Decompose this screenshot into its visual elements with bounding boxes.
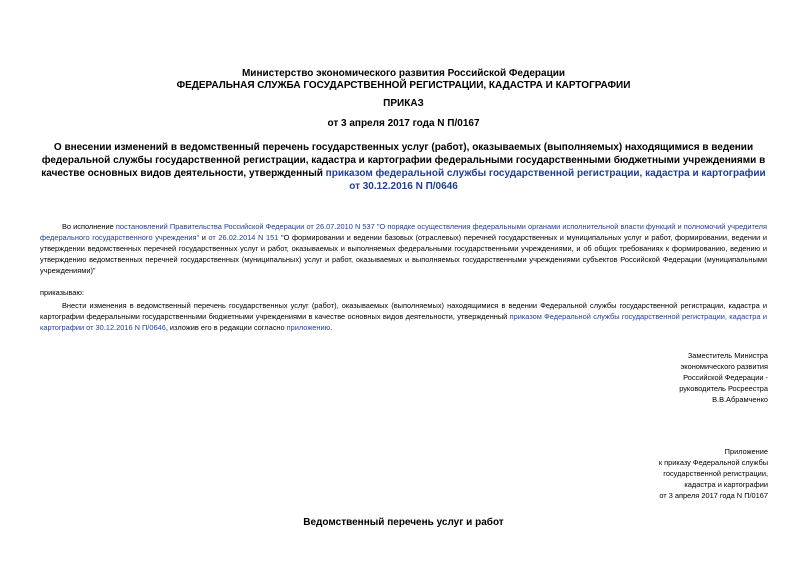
p1-link-1[interactable]: постановлений Правительства Российской Федерации от 26.07.2010 N 537 "О порядке осуществления федеральными органами исполнительной власти функций и полномочий учредителя федерального государственного учреждения" (40, 222, 767, 242)
signature-name: В.В.Абрамченко (712, 395, 768, 404)
paragraph-preamble (40, 221, 767, 276)
doc-title-text: О внесении изменений в ведомственный перечень государственных услуг (работ), оказываемых (выполняемых) находящимися в ведении федеральной службы государственной регистрации, кадастра и картографии федеральными государственными бюджетными учреждениями в качестве основных видов деятельности, утвержденный (41, 142, 766, 179)
doc-title-link[interactable]: приказом федеральной службы государственной регистрации, кадастра и картографии от 30.12.2016 N П/0646 (325, 168, 766, 192)
p1-text-1: Во исполнение (62, 222, 114, 231)
p1-link-2[interactable]: от 26.02.2014 N 151 (208, 233, 279, 242)
paragraph-order (40, 300, 767, 333)
signature-line: Российской Федерации - (683, 373, 768, 382)
doc-date-number: от 3 апреля 2017 года N П/0167 (327, 118, 480, 129)
signature-line: Заместитель Министра (687, 351, 768, 360)
p2-text-2: , изложив его в редакции согласно (165, 323, 285, 332)
signature-line: руководитель Росреестра (679, 384, 768, 393)
appendix-block (620, 446, 768, 501)
p2-text-3: . (330, 323, 333, 332)
doc-title (40, 141, 767, 193)
appendix-line: от 3 апреля 2017 года N П/0167 (659, 491, 768, 500)
p1-text-3: "О формировании и ведении базовых (отраслевых) перечней государственных и муниципальных услуг и работ, формировании, ведении и утверждении ведомственных перечней государственных услуг и работ, оказываемых и выполняемых федеральными государственными учреждениями, и об общих требованиях к формированию, ведению и утверждению ведомственных перечней государственных (муниципальных) услуг и работ, оказываемых и выполняемых государственными учреждениями субъектов Российской Федерации (муниципальными учреждениями)" (40, 233, 767, 275)
p2-text-1: Внести изменения в ведомственный перечень государственных услуг (работ), оказываемых (выполняемых) находящимися в ведении Федеральной службы государственной регистрации, кадастра и картографии федеральными государственными бюджетными учреждениями в качестве основных видов деятельности, утвержденный (40, 301, 767, 321)
doc-type: ПРИКАЗ (383, 98, 424, 109)
signature-line: экономического развития (680, 362, 768, 371)
ministry-name: Министерство экономического развития Российской Федерации (241, 68, 566, 79)
appendix-line: к приказу Федеральной службы (658, 458, 768, 467)
p1-text-2: и (201, 233, 206, 242)
document-header (0, 68, 807, 92)
p2-link-2[interactable]: приложению (286, 323, 331, 332)
appendix-line: кадастра и картографии (684, 480, 768, 489)
appendix-title: Ведомственный перечень услуг и работ (303, 517, 504, 528)
prikazyvayu-label: приказываю: (40, 288, 84, 297)
agency-name: ФЕДЕРАЛЬНАЯ СЛУЖБА ГОСУДАРСТВЕННОЙ РЕГИСТРАЦИИ, КАДАСТРА И КАРТОГРАФИИ (176, 80, 631, 91)
appendix-line: государственной регистрации, (663, 469, 768, 478)
signature-block (620, 350, 768, 405)
appendix-line: Приложение (724, 447, 768, 456)
p2-link-1[interactable]: приказом Федеральной службы государственной регистрации, кадастра и картографии от 30.12.2016 N П/0646 (40, 312, 767, 332)
